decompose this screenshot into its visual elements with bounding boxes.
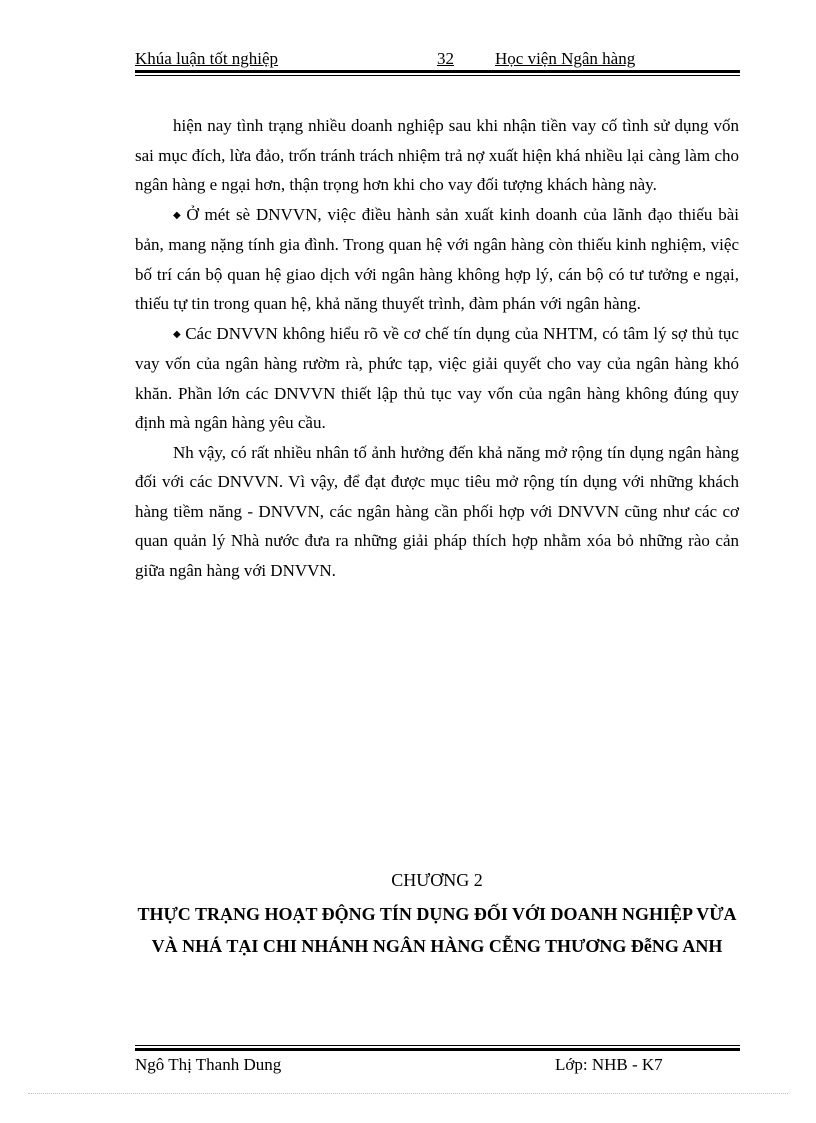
footer-rule-thick [135, 1048, 740, 1051]
paragraph-3-text: Các DNVVN không hiểu rõ về cơ chế tín dụng của NHTM, có tâm lý sợ thủ tục vay vốn của ngân hàng rườm rà, phức tạp, việc giải quyết cho vay của ngân hàng khó khăn. Phần lớn các DNVVN thiết lập thủ tục vay vốn của ngân hàng không đúng quy định mà ngân hàng yêu cầu. [135, 323, 739, 432]
paragraph-2-text: Ở mét sè DNVVN, việc điều hành sản xuất kinh doanh của lãnh đạo thiếu bài bản, mang nặng tính gia đình. Trong quan hệ với ngân hàng còn thiếu kinh nghiệm, việc bố trí cán bộ quan hệ giao dịch với ngân hàng không hợp lý, cán bộ có tư tưởng e ngại, thiếu tự tin trong quan hệ, khả năng thuyết trình, đàm phán với ngân hàng. [135, 204, 739, 313]
diamond-bullet-icon: ◆ [173, 328, 182, 340]
header-rule-thick [135, 70, 740, 73]
header-rule-thin [135, 75, 740, 76]
page-footer [135, 1054, 739, 1076]
header-thesis-label: Khúa luận tốt nghiệp [135, 49, 279, 68]
page-boundary [28, 1093, 788, 1094]
page-number: 32 [437, 49, 454, 68]
chapter-label: CHƯƠNG 2 [391, 870, 483, 890]
paragraph-4: Nh vậy, có rất nhiều nhân tố ảnh hưởng đến khả năng mở rộng tín dụng ngân hàng đối với các DNVVN. Vì vậy, để đạt được mục tiêu mở rộng tín dụng với những khách hàng tiềm năng - DNVVN, các ngân hàng cần phối hợp với DNVVN cũng như các cơ quan quản lý Nhà nước đưa ra những giải pháp thích hợp nhằm xóa bỏ những rào cản giữa ngân hàng với DNVVN. [135, 442, 739, 580]
footer-class: Lớp: NHB - K7 [555, 1055, 663, 1074]
page-header [135, 48, 739, 70]
diamond-bullet-icon: ◆ [173, 209, 183, 221]
footer-author: Ngô Thị Thanh Dung [135, 1055, 282, 1074]
body-text [135, 111, 739, 585]
paragraph-1: hiện nay tình trạng nhiều doanh nghiệp sau khi nhận tiền vay cố tình sử dụng vốn sai mục đích, lừa đảo, trốn tránh trách nhiệm trả nợ xuất hiện khá nhiều lại càng làm cho ngân hàng e ngại hơn, thận trọng hơn khi cho vay đối tượng khách hàng này. [135, 116, 739, 194]
paragraph-2 [135, 200, 739, 319]
header-institution: Học viện Ngân hàng [495, 49, 636, 68]
paragraph-3 [135, 319, 739, 438]
chapter-title: THỰC TRẠNG HOẠT ĐỘNG TÍN DỤNG ĐỐI VỚI DOANH NGHIỆP VỪA VÀ NHÁ TẠI CHI NHÁNH NGÂN HÀNG CỄNG THƯƠNG ĐễNG ANH [137, 904, 737, 956]
footer-rule-thin [135, 1045, 740, 1046]
chapter-heading [135, 866, 739, 962]
